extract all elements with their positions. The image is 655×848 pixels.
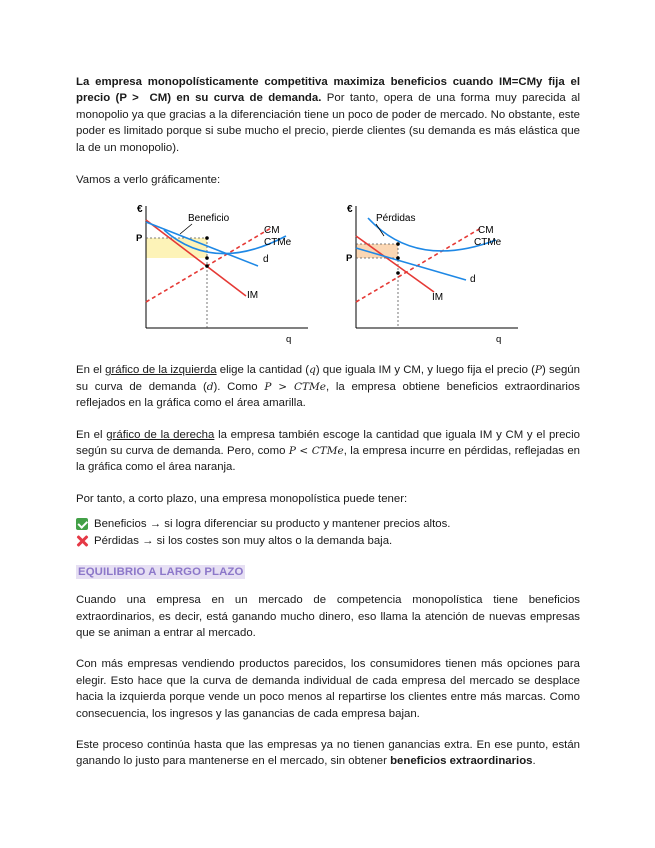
right-chart	[346, 200, 526, 350]
x-axis-label: q	[286, 334, 292, 346]
math-p: P	[534, 364, 542, 377]
text-segment: .	[532, 755, 536, 768]
loss-pointer	[376, 224, 384, 236]
left-chart-link: gráfico de la izquierda	[105, 364, 217, 377]
intro-text: Por tanto, opera de una forma muy parecida al monopolio ya que gracias a la diferenciación tiene un poco de poder de mercado. No obstante, este poder es limitado porque si sube mucho el precio, pierde clientes (su demanda es más elástica que la de un monopolio).	[76, 92, 580, 154]
cost-point	[396, 243, 400, 247]
curve-label-d: d	[470, 274, 476, 286]
price-label: P	[346, 253, 353, 265]
right-chart-link: gráfico de la derecha	[106, 428, 215, 441]
intro-paragraph	[76, 74, 580, 156]
text-segment: ) que iguala IM y CM, y luego fija el precio (	[315, 364, 535, 377]
benefit-pointer	[180, 224, 192, 234]
intro-bold-2: CM) en su curva de demanda.	[149, 92, 322, 105]
outcome-losses	[76, 533, 580, 549]
final-paragraph	[76, 737, 580, 770]
benefit-area-fill	[146, 238, 207, 258]
curve-label-im: IM	[432, 292, 444, 304]
curve-label-cm: CM	[478, 225, 494, 237]
equilibrium-point	[396, 272, 400, 276]
check-icon	[76, 518, 88, 530]
math-d: d	[206, 380, 214, 393]
text-segment: ) según su curva de demanda (	[76, 364, 580, 393]
text-segment: En el	[76, 428, 107, 441]
curve-label-ctme: CTMe	[474, 237, 502, 249]
cost-point	[205, 257, 209, 261]
section-title: EQUILIBRIO A LARGO PLAZO	[78, 566, 244, 579]
math-q: q	[309, 364, 316, 377]
demand-point	[205, 237, 209, 241]
outcome-text: Beneficios → si logra diferenciar su producto y mantener precios altos.	[94, 518, 451, 531]
intro-bold-1: La empresa monopolísticamente competitiva maximiza beneficios cuando IM=CMy fija el precio (P >	[76, 76, 580, 105]
text-segment: ). Como	[213, 380, 265, 393]
outcome-text: Pérdidas → si los costes son muy altos o la demanda baja.	[94, 534, 393, 547]
curve-label-cm: CM	[264, 225, 280, 237]
lead-text: Vamos a verlo gráficamente:	[76, 174, 221, 187]
math-inequality: P > CTMe	[264, 380, 326, 393]
price-label: P	[136, 233, 143, 245]
equilibrium-point	[205, 265, 209, 269]
math-inequality: P < CTMe	[288, 445, 344, 458]
area-label: Beneficio	[188, 213, 230, 225]
final-bold: beneficios extraordinarios	[390, 755, 533, 768]
curve-label-d: d	[263, 254, 269, 266]
short-run-text: Por tanto, a corto plazo, una empresa monopolística puede tener:	[76, 492, 408, 505]
curve-label-im: IM	[247, 290, 259, 302]
left-chart	[136, 200, 316, 350]
curve-label-ctme: CTMe	[264, 237, 292, 249]
outcome-benefits	[76, 516, 580, 532]
y-axis-label: €	[347, 204, 353, 216]
text-segment: Este proceso continúa hasta que las empresas ya no tienen ganancias extra. En ese punto, están ganando lo justo para mantenerse en el mercado, sin obtener	[76, 738, 580, 768]
left-explanation	[76, 362, 580, 411]
text-segment: En el	[76, 364, 106, 377]
x-axis-label: q	[496, 334, 502, 346]
right-explanation	[76, 427, 580, 476]
charts-row	[76, 200, 580, 350]
y-axis-label: €	[137, 204, 143, 216]
cross-icon	[76, 535, 88, 547]
long-run-paragraph-1: Cuando una empresa en un mercado de competencia monopolística tiene beneficios extraordinarios, es decir, está ganando mucho dinero, eso llama la atención de nuevas empresas que se animan a entrar al mercado.	[76, 594, 580, 639]
cm-curve	[356, 228, 481, 302]
text-segment: , la empresa incurre en pérdidas, reflejadas en la gráfica como el área naranja.	[76, 445, 581, 474]
text-segment: , la empresa obtiene beneficios extraordinarios reflejados en la gráfica como el área amarilla.	[76, 380, 580, 410]
text-segment: elige la cantidad (	[216, 364, 310, 377]
demand-point	[396, 257, 400, 261]
text-segment: la empresa también escoge la cantidad que iguala IM y CM y el precio según su curva de demanda. Pero, como	[76, 428, 580, 458]
document-page	[76, 74, 580, 770]
long-run-paragraph-2: Con más empresas vendiendo productos parecidos, los consumidores tienen más opciones para elegir. Esto hace que la curva de demanda individual de cada empresa del mercado se desplace hacia la izquierda porque vende un poco menos al repartirse los clientes entre más marcas. Como consecuencia, los ingresos y las ganancias de cada empresa bajan.	[76, 658, 580, 720]
area-label: Pérdidas	[376, 213, 416, 225]
